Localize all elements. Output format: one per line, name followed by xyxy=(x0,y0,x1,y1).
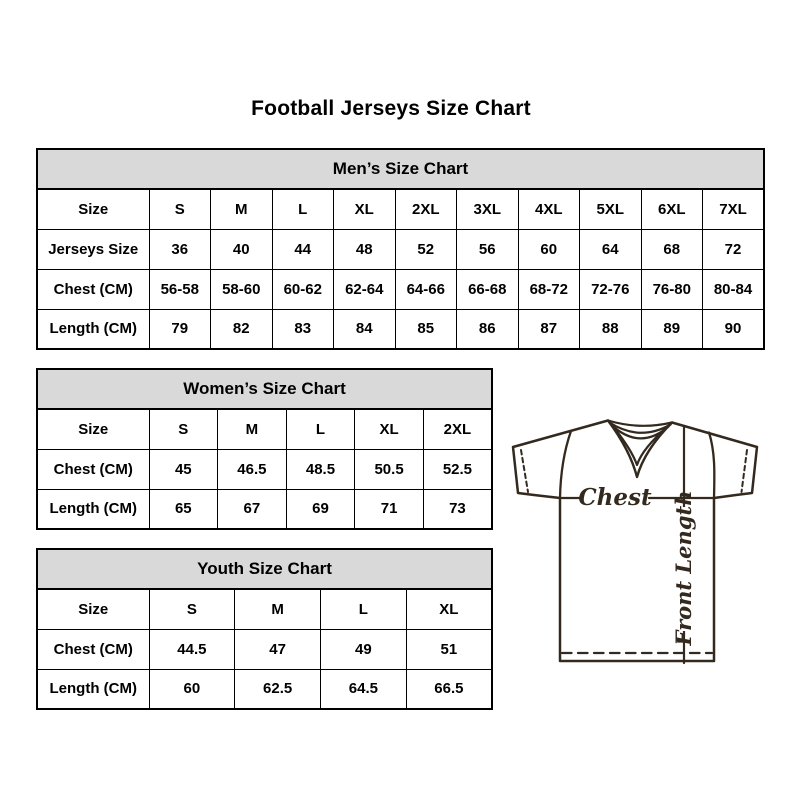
value-cell: L xyxy=(286,409,355,449)
value-cell: 44 xyxy=(272,229,334,269)
value-cell: 56-58 xyxy=(149,269,211,309)
chest-label: Chest xyxy=(578,484,652,511)
value-cell: 67 xyxy=(218,489,287,529)
value-cell: 85 xyxy=(395,309,457,349)
row-label-cell: Jerseys Size xyxy=(37,229,149,269)
value-cell: M xyxy=(218,409,287,449)
youth-size-table xyxy=(36,548,493,710)
value-cell: 48.5 xyxy=(286,449,355,489)
table-header: Women’s Size Chart xyxy=(37,369,492,409)
value-cell: 86 xyxy=(457,309,519,349)
table-row xyxy=(37,489,492,529)
value-cell: 5XL xyxy=(580,189,642,229)
armhole-left xyxy=(560,431,571,498)
value-cell: 79 xyxy=(149,309,211,349)
value-cell: 48 xyxy=(334,229,396,269)
table-row xyxy=(37,409,492,449)
value-cell: 45 xyxy=(149,449,218,489)
value-cell: 40 xyxy=(211,229,273,269)
value-cell: 88 xyxy=(580,309,642,349)
value-cell: 80-84 xyxy=(703,269,765,309)
value-cell: 72-76 xyxy=(580,269,642,309)
value-cell: 83 xyxy=(272,309,334,349)
mens-size-table xyxy=(36,148,765,350)
value-cell: 66.5 xyxy=(406,669,492,709)
value-cell: 84 xyxy=(334,309,396,349)
value-cell: S xyxy=(149,409,218,449)
row-label-cell: Length (CM) xyxy=(37,669,149,709)
value-cell: 71 xyxy=(355,489,424,529)
value-cell: 60 xyxy=(518,229,580,269)
value-cell: 47 xyxy=(235,629,321,669)
value-cell: 4XL xyxy=(518,189,580,229)
value-cell: 64-66 xyxy=(395,269,457,309)
value-cell: XL xyxy=(406,589,492,629)
value-cell: 68 xyxy=(641,229,703,269)
value-cell: 7XL xyxy=(703,189,765,229)
table-row xyxy=(37,629,492,669)
front-length-label: Front Length xyxy=(671,490,696,646)
value-cell: 36 xyxy=(149,229,211,269)
row-label-cell: Chest (CM) xyxy=(37,269,149,309)
value-cell: 76-80 xyxy=(641,269,703,309)
jersey-outline xyxy=(513,421,757,662)
table-row xyxy=(37,669,492,709)
row-label-cell: Length (CM) xyxy=(37,489,149,529)
row-label-cell: Size xyxy=(37,589,149,629)
table-row xyxy=(37,449,492,489)
value-cell: 51 xyxy=(406,629,492,669)
value-cell: S xyxy=(149,589,235,629)
value-cell: 46.5 xyxy=(218,449,287,489)
value-cell: 2XL xyxy=(395,189,457,229)
value-cell: XL xyxy=(334,189,396,229)
value-cell: 60-62 xyxy=(272,269,334,309)
table-header: Men’s Size Chart xyxy=(37,149,764,189)
womens-size-table xyxy=(36,368,493,530)
armhole-right xyxy=(709,433,714,499)
value-cell: L xyxy=(321,589,407,629)
value-cell: 72 xyxy=(703,229,765,269)
table-header-row xyxy=(37,549,492,589)
value-cell: 89 xyxy=(641,309,703,349)
row-label-cell: Chest (CM) xyxy=(37,449,149,489)
row-label-cell: Size xyxy=(37,189,149,229)
table-row xyxy=(37,309,764,349)
value-cell: 66-68 xyxy=(457,269,519,309)
table-row xyxy=(37,189,764,229)
sleeve-stitch-right xyxy=(742,450,748,492)
value-cell: 82 xyxy=(211,309,273,349)
value-cell: 68-72 xyxy=(518,269,580,309)
table-row xyxy=(37,589,492,629)
value-cell: S xyxy=(149,189,211,229)
table-row xyxy=(37,229,764,269)
value-cell: 73 xyxy=(423,489,492,529)
value-cell: 60 xyxy=(149,669,235,709)
value-cell: 58-60 xyxy=(211,269,273,309)
value-cell: M xyxy=(235,589,321,629)
value-cell: 69 xyxy=(286,489,355,529)
value-cell: 6XL xyxy=(641,189,703,229)
value-cell: 87 xyxy=(518,309,580,349)
value-cell: 64.5 xyxy=(321,669,407,709)
row-label-cell: Chest (CM) xyxy=(37,629,149,669)
value-cell: 52.5 xyxy=(423,449,492,489)
value-cell: 56 xyxy=(457,229,519,269)
value-cell: 64 xyxy=(580,229,642,269)
row-label-cell: Size xyxy=(37,409,149,449)
value-cell: 2XL xyxy=(423,409,492,449)
table-header: Youth Size Chart xyxy=(37,549,492,589)
row-label-cell: Length (CM) xyxy=(37,309,149,349)
table-row xyxy=(37,269,764,309)
collar-top-edge xyxy=(608,421,672,426)
value-cell: 49 xyxy=(321,629,407,669)
jersey-diagram-svg xyxy=(503,403,765,665)
value-cell: L xyxy=(272,189,334,229)
value-cell: 65 xyxy=(149,489,218,529)
value-cell: 62-64 xyxy=(334,269,396,309)
value-cell: XL xyxy=(355,409,424,449)
table-header-row xyxy=(37,369,492,409)
page-title: Football Jerseys Size Chart xyxy=(251,97,531,120)
value-cell: 90 xyxy=(703,309,765,349)
sleeve-stitch-left xyxy=(521,450,528,492)
table-header-row xyxy=(37,149,764,189)
value-cell: 44.5 xyxy=(149,629,235,669)
jersey-measurement-diagram xyxy=(503,403,765,665)
value-cell: 52 xyxy=(395,229,457,269)
value-cell: 3XL xyxy=(457,189,519,229)
value-cell: 62.5 xyxy=(235,669,321,709)
value-cell: 50.5 xyxy=(355,449,424,489)
value-cell: M xyxy=(211,189,273,229)
